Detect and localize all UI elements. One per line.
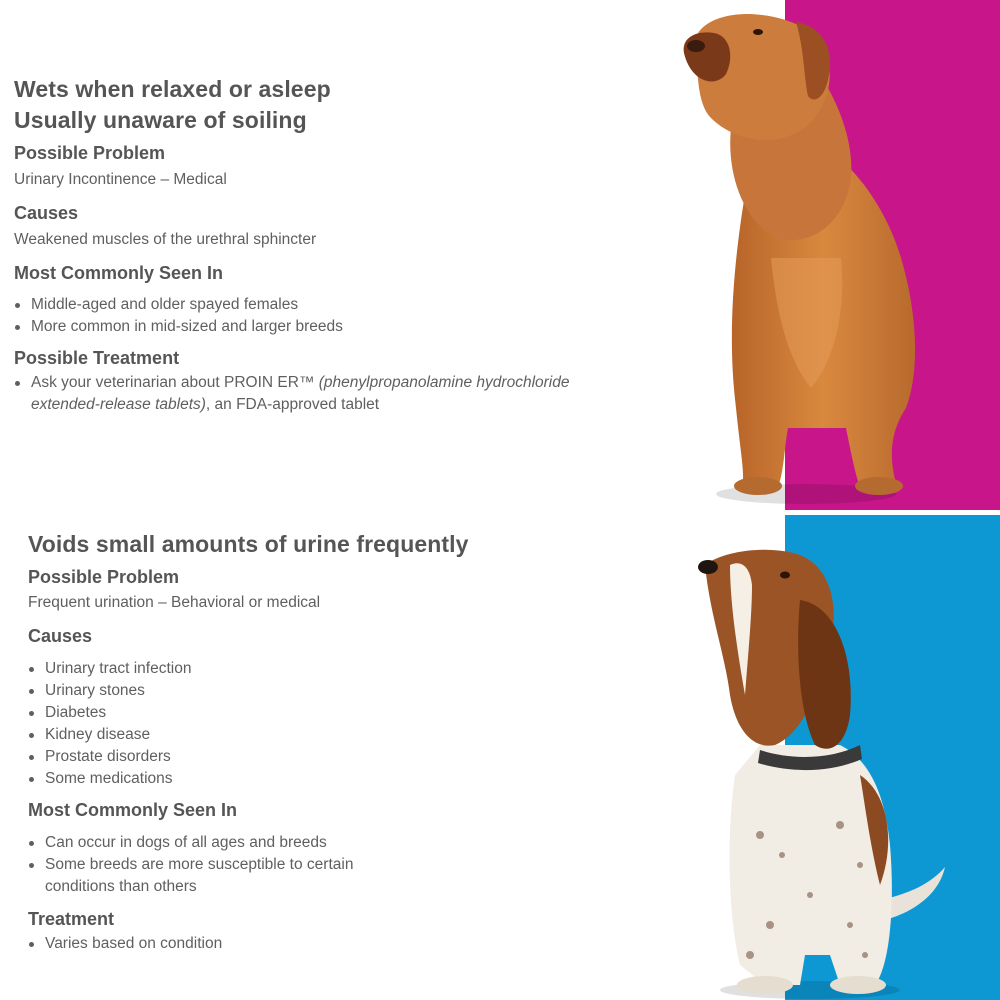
possible-problem-text: Frequent urination – Behavioral or medical [28,594,321,611]
frequent-urination-text-column [28,529,588,955]
commonly-seen-heading: Most Commonly Seen In [28,800,238,820]
treatment-heading: Treatment [28,909,115,929]
list-item: Can occur in dogs of all ages and breeds [28,832,375,854]
possible-problem-text: Urinary Incontinence – Medical [14,171,227,188]
list-item: Prostate disorders [28,746,588,768]
list-item: Some medications [28,768,588,790]
commonly-seen-heading: Most Commonly Seen In [14,263,224,283]
possible-problem-heading: Possible Problem [28,567,180,587]
causes-heading: Causes [28,626,93,646]
mastiff-dog-image [676,8,926,508]
list-item: More common in mid-sized and larger breeds [14,316,594,338]
commonly-seen-list [14,294,594,338]
list-item: Diabetes [28,702,588,724]
list-item: Kidney disease [28,724,588,746]
list-item: Middle-aged and older spayed females [14,294,594,316]
basset-hound-dog-image [690,545,950,1000]
headline-line-1: Wets when relaxed or asleep [14,76,331,102]
possible-treatment-heading: Possible Treatment [14,348,180,368]
headline: Voids small amounts of urine frequently [28,531,469,557]
treatment-list [14,372,594,416]
causes-list [28,658,588,790]
generic-drug-name: (phenylpropanolamine hydrochloride extended-release tablets) [31,374,570,413]
headline-line-2: Usually unaware of soiling [14,107,307,133]
list-item: Urinary tract infection [28,658,588,680]
treatment-prefix: Ask your veterinarian about PROIN ER™ [31,374,319,391]
possible-problem-heading: Possible Problem [14,143,166,163]
headline [14,74,594,136]
list-item: Urinary stones [28,680,588,702]
commonly-seen-list [28,832,588,898]
treatment-suffix: , an FDA-approved tablet [205,396,380,413]
list-item: Some breeds are more susceptible to certain conditions than others [28,854,375,898]
treatment-list [28,933,588,955]
list-item [14,372,594,416]
list-item: Varies based on condition [28,933,588,955]
causes-heading: Causes [14,203,79,223]
frequent-urination-panel [0,515,1000,1000]
causes-text: Weakened muscles of the urethral sphincter [14,231,317,248]
incontinence-text-column [14,74,594,416]
